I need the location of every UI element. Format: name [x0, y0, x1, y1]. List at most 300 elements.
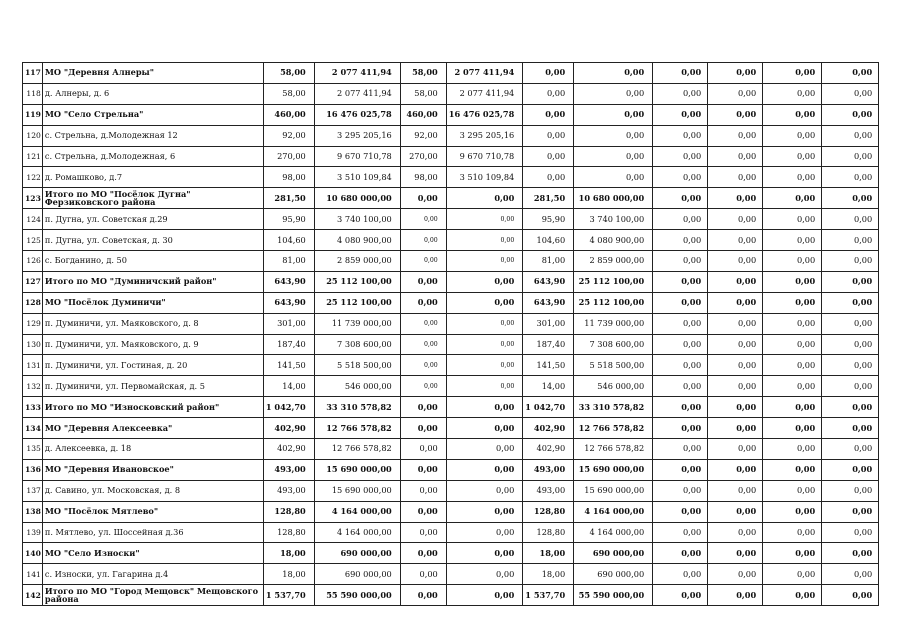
- cell-col-3: 92,00: [400, 125, 446, 146]
- cell-col-9: 0,00: [763, 230, 822, 251]
- cell-col-1: 402,90: [263, 439, 314, 460]
- cell-col-9: 0,00: [763, 83, 822, 104]
- cell-col-6: 33 310 578,82: [574, 397, 653, 418]
- cell-col-5: 81,00: [523, 251, 574, 272]
- cell-col-7: 0,00: [653, 292, 708, 313]
- table-row: [23, 83, 879, 104]
- cell-col-9: 0,00: [763, 397, 822, 418]
- cell-col-9: 0,00: [763, 355, 822, 376]
- cell-col-7: 0,00: [653, 83, 708, 104]
- cell-col-4: 9 670 710,78: [446, 146, 523, 167]
- cell-col-5: 301,00: [523, 313, 574, 334]
- cell-col-4: 0,00: [446, 251, 523, 272]
- cell-col-1: 81,00: [263, 251, 314, 272]
- row-number: 134: [23, 418, 43, 439]
- row-name: с. Стрельна, д.Молодежная 12: [42, 125, 263, 146]
- cell-col-3: 0,00: [400, 564, 446, 585]
- cell-col-10: 0,00: [822, 376, 879, 397]
- row-name: с. Стрельна, д.Молодежная, 6: [42, 146, 263, 167]
- table-row: [23, 585, 879, 606]
- cell-col-6: 2 859 000,00: [574, 251, 653, 272]
- cell-col-2: 55 590 000,00: [314, 585, 400, 606]
- cell-col-8: 0,00: [708, 585, 763, 606]
- cell-col-2: 15 690 000,00: [314, 480, 400, 501]
- cell-col-5: 493,00: [523, 459, 574, 480]
- cell-col-8: 0,00: [708, 104, 763, 125]
- table-row: [23, 501, 879, 522]
- cell-col-9: 0,00: [763, 167, 822, 188]
- row-number: 135: [23, 439, 43, 460]
- cell-col-4: 0,00: [446, 230, 523, 251]
- table-row: [23, 230, 879, 251]
- cell-col-4: 0,00: [446, 439, 523, 460]
- cell-col-5: 95,90: [523, 209, 574, 230]
- table-row: [23, 522, 879, 543]
- cell-col-8: 0,00: [708, 564, 763, 585]
- table-row: [23, 376, 879, 397]
- cell-col-5: 643,90: [523, 292, 574, 313]
- cell-col-2: 7 308 600,00: [314, 334, 400, 355]
- cell-col-9: 0,00: [763, 543, 822, 564]
- cell-col-4: 0,00: [446, 522, 523, 543]
- cell-col-3: 58,00: [400, 63, 446, 84]
- cell-col-2: 25 112 100,00: [314, 292, 400, 313]
- cell-col-6: 10 680 000,00: [574, 188, 653, 209]
- cell-col-2: 33 310 578,82: [314, 397, 400, 418]
- cell-col-8: 0,00: [708, 480, 763, 501]
- row-number: 127: [23, 271, 43, 292]
- table-row: [23, 480, 879, 501]
- cell-col-3: 0,00: [400, 292, 446, 313]
- cell-col-9: 0,00: [763, 251, 822, 272]
- cell-col-10: 0,00: [822, 564, 879, 585]
- cell-col-8: 0,00: [708, 125, 763, 146]
- cell-col-6: 12 766 578,82: [574, 439, 653, 460]
- table-row: [23, 104, 879, 125]
- table-row: [23, 313, 879, 334]
- row-number: 137: [23, 480, 43, 501]
- cell-col-10: 0,00: [822, 459, 879, 480]
- cell-col-1: 98,00: [263, 167, 314, 188]
- cell-col-5: 141,50: [523, 355, 574, 376]
- cell-col-9: 0,00: [763, 104, 822, 125]
- cell-col-6: 4 080 900,00: [574, 230, 653, 251]
- row-number: 121: [23, 146, 43, 167]
- cell-col-5: 18,00: [523, 543, 574, 564]
- cell-col-6: 4 164 000,00: [574, 522, 653, 543]
- cell-col-1: 104,60: [263, 230, 314, 251]
- cell-col-8: 0,00: [708, 83, 763, 104]
- cell-col-1: 281,50: [263, 188, 314, 209]
- cell-col-3: 0,00: [400, 501, 446, 522]
- cell-col-2: 10 680 000,00: [314, 188, 400, 209]
- cell-col-2: 3 740 100,00: [314, 209, 400, 230]
- cell-col-2: 3 510 109,84: [314, 167, 400, 188]
- cell-col-9: 0,00: [763, 418, 822, 439]
- table-row: [23, 63, 879, 84]
- cell-col-10: 0,00: [822, 585, 879, 606]
- cell-col-4: 0,00: [446, 543, 523, 564]
- row-number: 133: [23, 397, 43, 418]
- cell-col-5: 0,00: [523, 167, 574, 188]
- row-name: МО "Село Стрельна": [42, 104, 263, 125]
- cell-col-1: 18,00: [263, 543, 314, 564]
- cell-col-6: 0,00: [574, 83, 653, 104]
- cell-col-7: 0,00: [653, 480, 708, 501]
- cell-col-10: 0,00: [822, 439, 879, 460]
- cell-col-6: 55 590 000,00: [574, 585, 653, 606]
- cell-col-10: 0,00: [822, 104, 879, 125]
- cell-col-10: 0,00: [822, 63, 879, 84]
- cell-col-8: 0,00: [708, 167, 763, 188]
- row-number: 117: [23, 63, 43, 84]
- cell-col-2: 11 739 000,00: [314, 313, 400, 334]
- cell-col-6: 0,00: [574, 146, 653, 167]
- cell-col-5: 0,00: [523, 104, 574, 125]
- cell-col-2: 9 670 710,78: [314, 146, 400, 167]
- cell-col-5: 128,80: [523, 522, 574, 543]
- cell-col-1: 460,00: [263, 104, 314, 125]
- cell-col-9: 0,00: [763, 501, 822, 522]
- cell-col-2: 5 518 500,00: [314, 355, 400, 376]
- cell-col-7: 0,00: [653, 501, 708, 522]
- cell-col-9: 0,00: [763, 125, 822, 146]
- cell-col-8: 0,00: [708, 63, 763, 84]
- cell-col-4: 2 077 411,94: [446, 63, 523, 84]
- cell-col-1: 301,00: [263, 313, 314, 334]
- cell-col-3: 270,00: [400, 146, 446, 167]
- table-body: [23, 63, 879, 606]
- cell-col-8: 0,00: [708, 459, 763, 480]
- cell-col-3: 0,00: [400, 459, 446, 480]
- cell-col-7: 0,00: [653, 125, 708, 146]
- cell-col-3: 0,00: [400, 271, 446, 292]
- cell-col-7: 0,00: [653, 104, 708, 125]
- cell-col-4: 0,00: [446, 564, 523, 585]
- row-name: п. Мятлево, ул. Шоссейная д.36: [42, 522, 263, 543]
- row-name: МО "Посёлок Думиничи": [42, 292, 263, 313]
- cell-col-2: 3 295 205,16: [314, 125, 400, 146]
- row-number: 122: [23, 167, 43, 188]
- row-name: п. Думиничи, ул. Маяковского, д. 8: [42, 313, 263, 334]
- cell-col-5: 128,80: [523, 501, 574, 522]
- cell-col-6: 3 740 100,00: [574, 209, 653, 230]
- cell-col-8: 0,00: [708, 418, 763, 439]
- cell-col-8: 0,00: [708, 439, 763, 460]
- row-name: МО "Село Износки": [42, 543, 263, 564]
- cell-col-8: 0,00: [708, 376, 763, 397]
- cell-col-8: 0,00: [708, 355, 763, 376]
- cell-col-7: 0,00: [653, 188, 708, 209]
- cell-col-10: 0,00: [822, 146, 879, 167]
- cell-col-4: 0,00: [446, 355, 523, 376]
- cell-col-3: 0,00: [400, 439, 446, 460]
- cell-col-7: 0,00: [653, 564, 708, 585]
- table-row: [23, 355, 879, 376]
- cell-col-6: 12 766 578,82: [574, 418, 653, 439]
- cell-col-4: 0,00: [446, 209, 523, 230]
- row-number: 140: [23, 543, 43, 564]
- cell-col-9: 0,00: [763, 292, 822, 313]
- cell-col-1: 187,40: [263, 334, 314, 355]
- cell-col-6: 25 112 100,00: [574, 271, 653, 292]
- cell-col-3: 0,00: [400, 585, 446, 606]
- cell-col-9: 0,00: [763, 334, 822, 355]
- cell-col-7: 0,00: [653, 167, 708, 188]
- row-name: с. Богданино, д. 50: [42, 251, 263, 272]
- cell-col-6: 690 000,00: [574, 543, 653, 564]
- row-number: 131: [23, 355, 43, 376]
- row-name: Итого по МО "Износковский район": [42, 397, 263, 418]
- cell-col-7: 0,00: [653, 459, 708, 480]
- cell-col-4: 2 077 411,94: [446, 83, 523, 104]
- cell-col-9: 0,00: [763, 271, 822, 292]
- cell-col-1: 18,00: [263, 564, 314, 585]
- cell-col-4: 0,00: [446, 585, 523, 606]
- cell-col-8: 0,00: [708, 146, 763, 167]
- cell-col-6: 11 739 000,00: [574, 313, 653, 334]
- cell-col-8: 0,00: [708, 501, 763, 522]
- cell-col-10: 0,00: [822, 397, 879, 418]
- cell-col-7: 0,00: [653, 439, 708, 460]
- cell-col-6: 0,00: [574, 167, 653, 188]
- cell-col-10: 0,00: [822, 125, 879, 146]
- cell-col-9: 0,00: [763, 522, 822, 543]
- cell-col-4: 16 476 025,78: [446, 104, 523, 125]
- cell-col-5: 187,40: [523, 334, 574, 355]
- table-row: [23, 439, 879, 460]
- row-number: 130: [23, 334, 43, 355]
- cell-col-6: 5 518 500,00: [574, 355, 653, 376]
- cell-col-4: 0,00: [446, 459, 523, 480]
- cell-col-2: 2 859 000,00: [314, 251, 400, 272]
- cell-col-2: 15 690 000,00: [314, 459, 400, 480]
- cell-col-3: 58,00: [400, 83, 446, 104]
- row-name: п. Дугна, ул. Советская, д. 30: [42, 230, 263, 251]
- row-number: 118: [23, 83, 43, 104]
- cell-col-7: 0,00: [653, 230, 708, 251]
- row-name: МО "Деревня Алнеры": [42, 63, 263, 84]
- row-number: 139: [23, 522, 43, 543]
- cell-col-8: 0,00: [708, 397, 763, 418]
- cell-col-8: 0,00: [708, 313, 763, 334]
- cell-col-10: 0,00: [822, 230, 879, 251]
- cell-col-2: 12 766 578,82: [314, 439, 400, 460]
- table-row: [23, 334, 879, 355]
- cell-col-9: 0,00: [763, 209, 822, 230]
- cell-col-5: 402,90: [523, 418, 574, 439]
- cell-col-10: 0,00: [822, 480, 879, 501]
- cell-col-1: 643,90: [263, 271, 314, 292]
- row-number: 141: [23, 564, 43, 585]
- cell-col-4: 0,00: [446, 397, 523, 418]
- row-number: 120: [23, 125, 43, 146]
- cell-col-2: 4 080 900,00: [314, 230, 400, 251]
- cell-col-9: 0,00: [763, 313, 822, 334]
- row-name: п. Думиничи, ул. Маяковского, д. 9: [42, 334, 263, 355]
- cell-col-7: 0,00: [653, 313, 708, 334]
- cell-col-1: 128,80: [263, 522, 314, 543]
- table-row: [23, 292, 879, 313]
- cell-col-8: 0,00: [708, 209, 763, 230]
- cell-col-5: 643,90: [523, 271, 574, 292]
- cell-col-8: 0,00: [708, 522, 763, 543]
- table-row: [23, 209, 879, 230]
- cell-col-10: 0,00: [822, 167, 879, 188]
- row-name: п. Думиничи, ул. Первомайская, д. 5: [42, 376, 263, 397]
- row-number: 132: [23, 376, 43, 397]
- cell-col-5: 0,00: [523, 83, 574, 104]
- cell-col-10: 0,00: [822, 418, 879, 439]
- data-table: [22, 62, 879, 606]
- row-number: 128: [23, 292, 43, 313]
- row-number: 138: [23, 501, 43, 522]
- cell-col-1: 270,00: [263, 146, 314, 167]
- cell-col-7: 0,00: [653, 271, 708, 292]
- cell-col-7: 0,00: [653, 334, 708, 355]
- cell-col-1: 58,00: [263, 63, 314, 84]
- cell-col-5: 18,00: [523, 564, 574, 585]
- cell-col-10: 0,00: [822, 83, 879, 104]
- table-row: [23, 543, 879, 564]
- cell-col-9: 0,00: [763, 480, 822, 501]
- cell-col-2: 25 112 100,00: [314, 271, 400, 292]
- table-row: [23, 459, 879, 480]
- cell-col-1: 1 042,70: [263, 397, 314, 418]
- cell-col-3: 0,00: [400, 188, 446, 209]
- row-name: МО "Деревня Алексеевка": [42, 418, 263, 439]
- cell-col-2: 16 476 025,78: [314, 104, 400, 125]
- cell-col-3: 0,00: [400, 522, 446, 543]
- cell-col-8: 0,00: [708, 251, 763, 272]
- cell-col-1: 58,00: [263, 83, 314, 104]
- cell-col-8: 0,00: [708, 292, 763, 313]
- cell-col-5: 0,00: [523, 146, 574, 167]
- cell-col-6: 690 000,00: [574, 564, 653, 585]
- row-name: Итого по МО "Посёлок Дугна" Ферзиковского района: [42, 188, 263, 209]
- row-number: 126: [23, 251, 43, 272]
- row-number: 142: [23, 585, 43, 606]
- table-row: [23, 188, 879, 209]
- cell-col-4: 3 510 109,84: [446, 167, 523, 188]
- cell-col-3: 0,00: [400, 355, 446, 376]
- cell-col-9: 0,00: [763, 63, 822, 84]
- cell-col-6: 0,00: [574, 104, 653, 125]
- cell-col-1: 95,90: [263, 209, 314, 230]
- cell-col-9: 0,00: [763, 188, 822, 209]
- cell-col-3: 0,00: [400, 313, 446, 334]
- cell-col-4: 0,00: [446, 376, 523, 397]
- cell-col-10: 0,00: [822, 355, 879, 376]
- cell-col-6: 0,00: [574, 63, 653, 84]
- cell-col-5: 0,00: [523, 125, 574, 146]
- cell-col-2: 546 000,00: [314, 376, 400, 397]
- cell-col-2: 690 000,00: [314, 543, 400, 564]
- cell-col-8: 0,00: [708, 543, 763, 564]
- cell-col-7: 0,00: [653, 418, 708, 439]
- row-name: МО "Деревня Ивановское": [42, 459, 263, 480]
- document-page: [22, 62, 879, 606]
- cell-col-10: 0,00: [822, 543, 879, 564]
- row-name: с. Износки, ул. Гагарина д.4: [42, 564, 263, 585]
- cell-col-2: 690 000,00: [314, 564, 400, 585]
- row-number: 123: [23, 188, 43, 209]
- cell-col-9: 0,00: [763, 459, 822, 480]
- cell-col-5: 493,00: [523, 480, 574, 501]
- table-row: [23, 271, 879, 292]
- cell-col-10: 0,00: [822, 522, 879, 543]
- cell-col-4: 0,00: [446, 334, 523, 355]
- cell-col-4: 3 295 205,16: [446, 125, 523, 146]
- row-name: Итого по МО "Город Мещовск" Мещовского района: [42, 585, 263, 606]
- row-name: МО "Посёлок Мятлево": [42, 501, 263, 522]
- cell-col-3: 460,00: [400, 104, 446, 125]
- cell-col-3: 0,00: [400, 397, 446, 418]
- cell-col-7: 0,00: [653, 63, 708, 84]
- cell-col-5: 281,50: [523, 188, 574, 209]
- table-row: [23, 397, 879, 418]
- cell-col-4: 0,00: [446, 480, 523, 501]
- row-name: п. Дугна, ул. Советская д.29: [42, 209, 263, 230]
- cell-col-6: 4 164 000,00: [574, 501, 653, 522]
- cell-col-7: 0,00: [653, 376, 708, 397]
- cell-col-4: 0,00: [446, 501, 523, 522]
- cell-col-10: 0,00: [822, 313, 879, 334]
- cell-col-3: 0,00: [400, 251, 446, 272]
- row-number: 129: [23, 313, 43, 334]
- cell-col-1: 643,90: [263, 292, 314, 313]
- cell-col-2: 12 766 578,82: [314, 418, 400, 439]
- cell-col-4: 0,00: [446, 292, 523, 313]
- cell-col-6: 546 000,00: [574, 376, 653, 397]
- cell-col-9: 0,00: [763, 376, 822, 397]
- cell-col-9: 0,00: [763, 564, 822, 585]
- cell-col-1: 493,00: [263, 480, 314, 501]
- cell-col-4: 0,00: [446, 271, 523, 292]
- cell-col-5: 1 537,70: [523, 585, 574, 606]
- cell-col-2: 2 077 411,94: [314, 83, 400, 104]
- row-name: д. Алнеры, д. 6: [42, 83, 263, 104]
- cell-col-1: 141,50: [263, 355, 314, 376]
- cell-col-10: 0,00: [822, 334, 879, 355]
- row-name: Итого по МО "Думиничский район": [42, 271, 263, 292]
- table-row: [23, 564, 879, 585]
- cell-col-1: 128,80: [263, 501, 314, 522]
- row-number: 136: [23, 459, 43, 480]
- cell-col-8: 0,00: [708, 230, 763, 251]
- cell-col-7: 0,00: [653, 209, 708, 230]
- cell-col-3: 98,00: [400, 167, 446, 188]
- row-number: 125: [23, 230, 43, 251]
- table-row: [23, 251, 879, 272]
- cell-col-2: 4 164 000,00: [314, 522, 400, 543]
- cell-col-2: 2 077 411,94: [314, 63, 400, 84]
- cell-col-6: 0,00: [574, 125, 653, 146]
- cell-col-10: 0,00: [822, 292, 879, 313]
- table-row: [23, 146, 879, 167]
- cell-col-3: 0,00: [400, 543, 446, 564]
- cell-col-4: 0,00: [446, 418, 523, 439]
- cell-col-7: 0,00: [653, 585, 708, 606]
- cell-col-6: 7 308 600,00: [574, 334, 653, 355]
- cell-col-6: 15 690 000,00: [574, 480, 653, 501]
- cell-col-8: 0,00: [708, 271, 763, 292]
- cell-col-9: 0,00: [763, 585, 822, 606]
- cell-col-8: 0,00: [708, 334, 763, 355]
- cell-col-1: 493,00: [263, 459, 314, 480]
- row-name: д. Ромашково, д.7: [42, 167, 263, 188]
- cell-col-3: 0,00: [400, 418, 446, 439]
